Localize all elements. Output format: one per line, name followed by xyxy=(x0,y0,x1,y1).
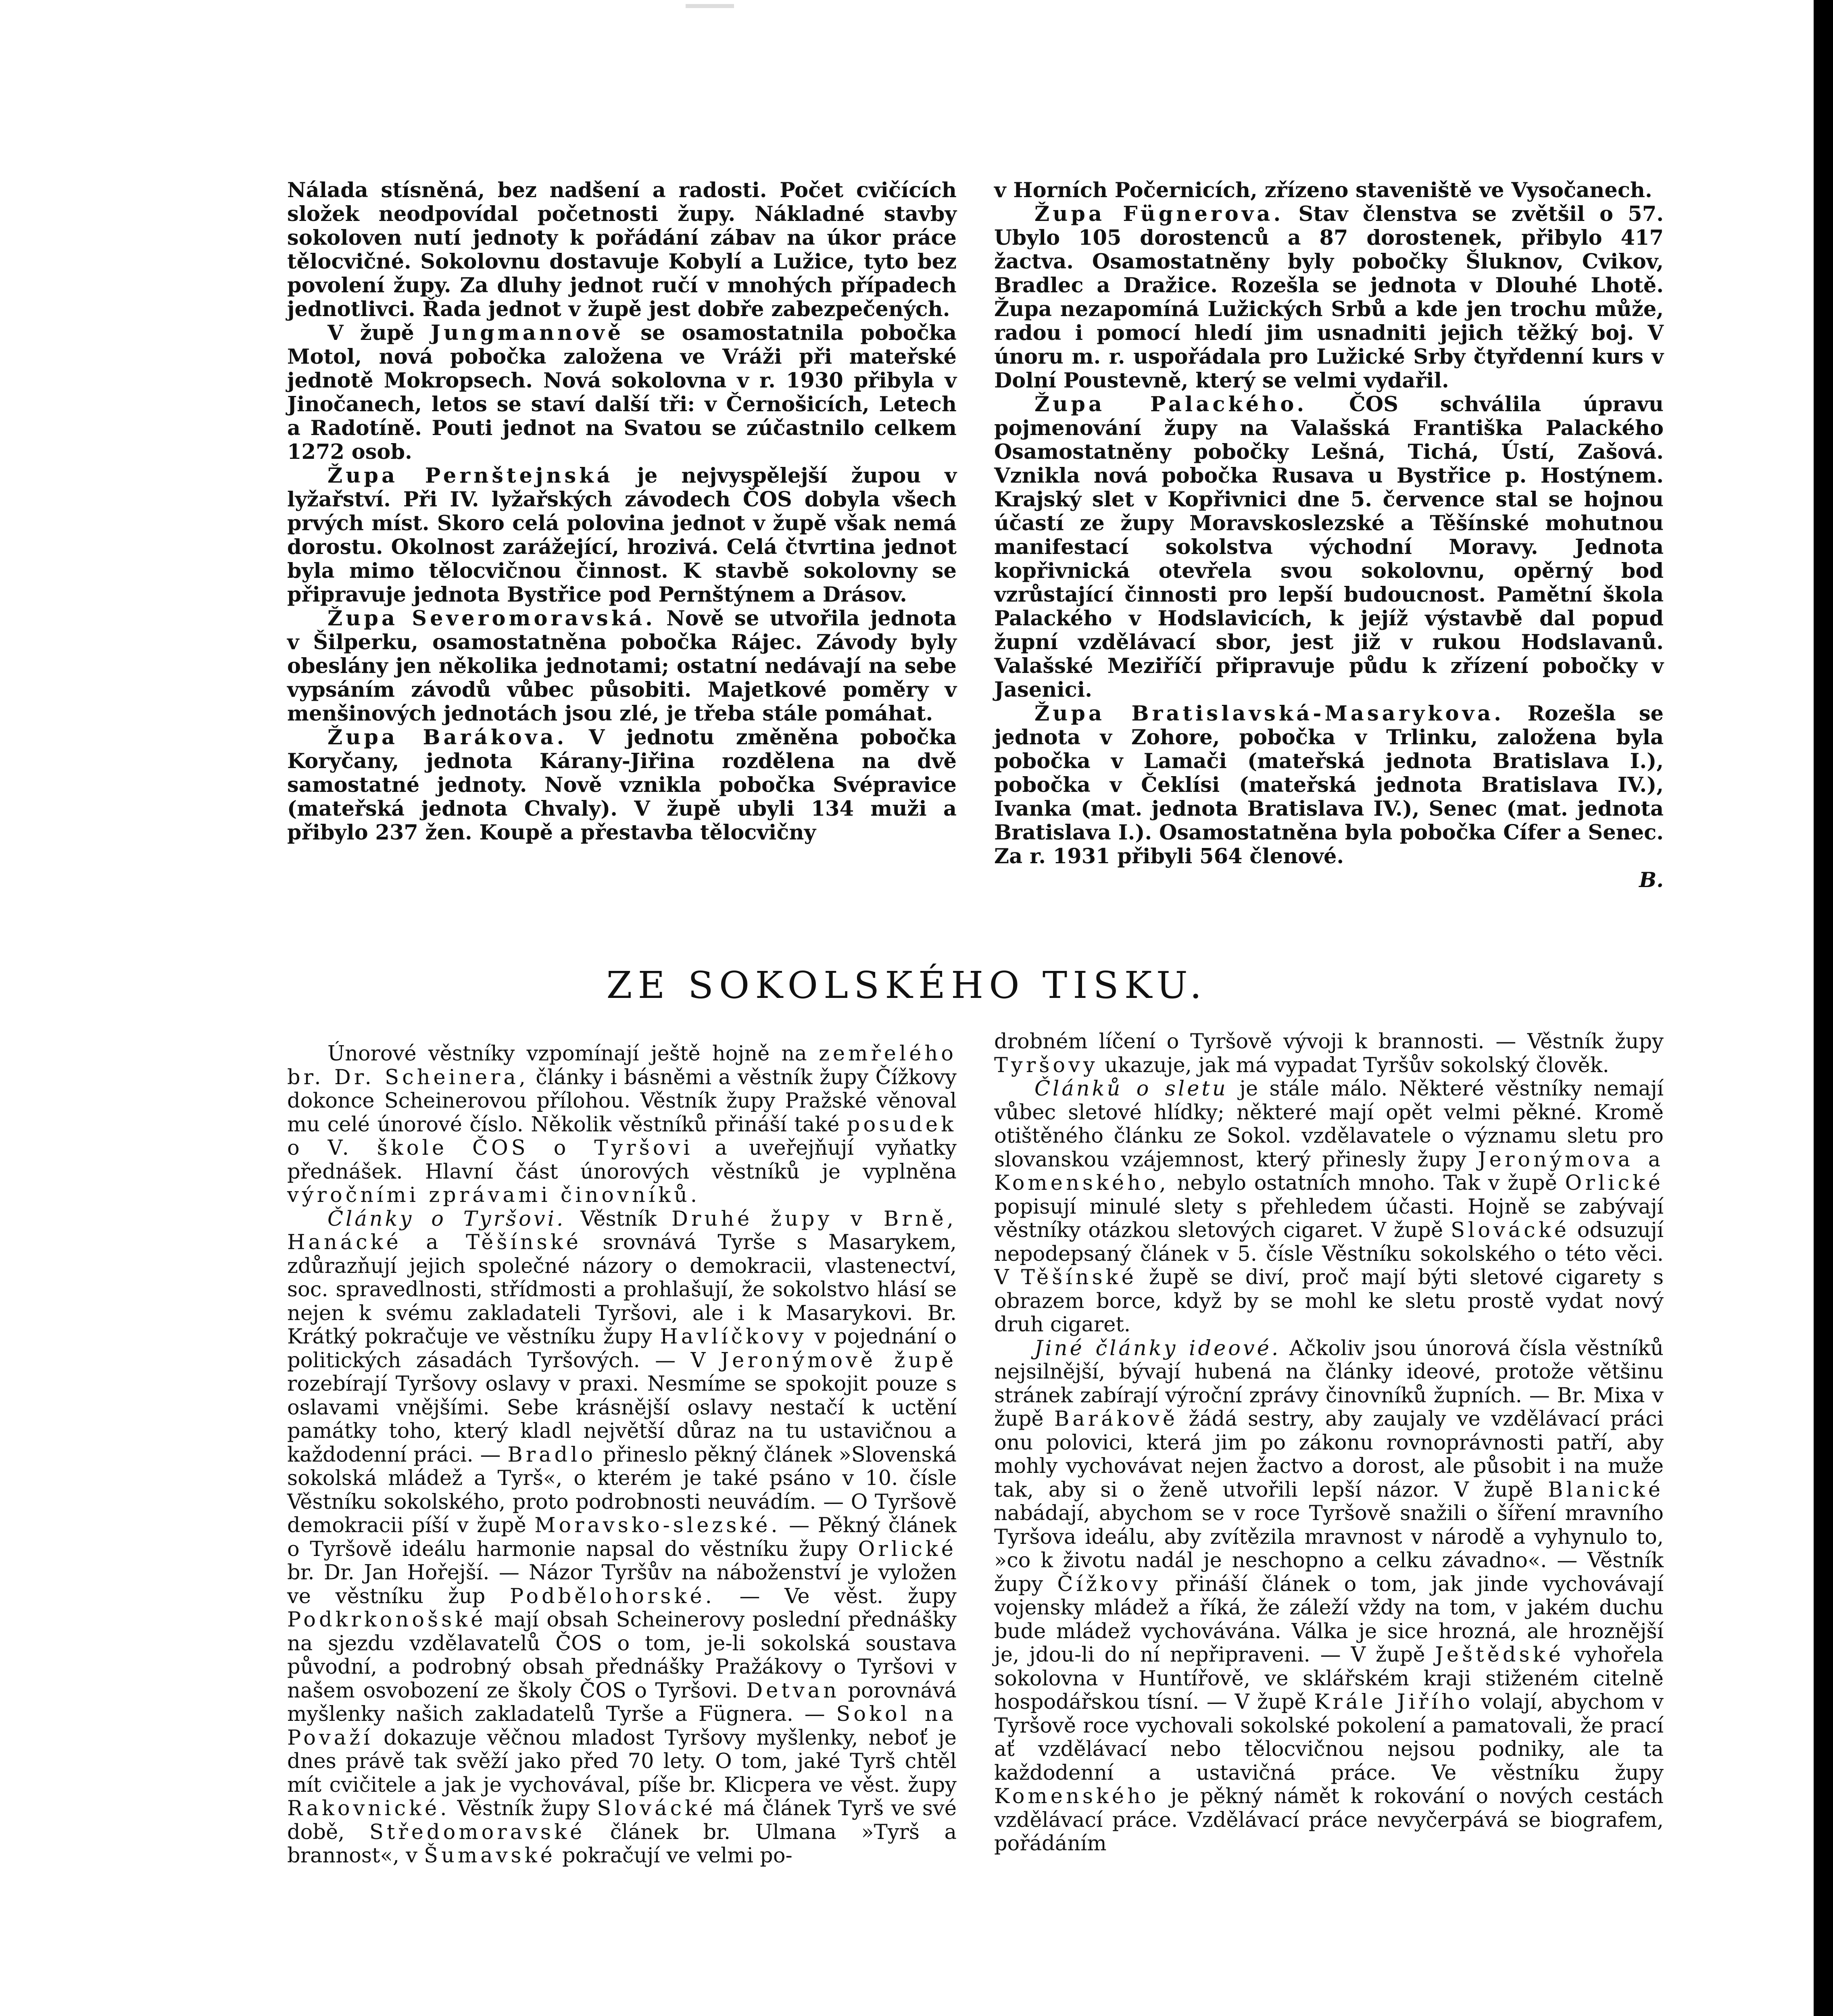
spaced-name: Bradlo xyxy=(507,1443,596,1467)
paragraph-text: nabádají, abychom se v roce Tyršově snažili o šíření mravního Tyršova ideálu, aby zvítězila mravnost v národě a vyhynulo to, »co k životu nadál je neschopno a celku závadno«. — Věstník župy xyxy=(994,1502,1664,1596)
spaced-name: Havlíčkovy xyxy=(660,1325,807,1349)
paragraph xyxy=(287,1042,957,1208)
paragraph-text: ukazuje, jak má vypadat Tyršův sokolský člověk. xyxy=(1098,1053,1609,1077)
paragraph-text: V jednotu změněna pobočka Koryčany, jednota Kárany-Jiřina rozdělena na dvě samostatné jednoty. Nově vznikla pobočka Svépravice (mateřská jednota Chvaly). V župě ubyli 134 muži a přibylo 237 žen. Koupě a přestavba tělocvičny xyxy=(287,725,957,845)
bottom-left-column xyxy=(287,1042,957,1868)
paragraph-text: odsuzují nepodepsaný článek v 5. čísle Věstníku sokolského o této věci. V xyxy=(994,1218,1664,1289)
section-title: ZE SOKOLSKÉHO TISKU. xyxy=(606,964,1207,1007)
paragraph-text: vyhořela sokolovna v Huntířově, ve sklářském kraji stiženém citelně hospodářskou tísní. — V župě xyxy=(994,1643,1664,1714)
bottom-right-column xyxy=(994,1030,1664,1856)
paragraph-text: článek br. Ulmana »Tyrš a brannost«, v xyxy=(287,1820,957,1868)
italic-heading: Jiné články ideové. xyxy=(1034,1336,1281,1360)
paragraph-text: a uveřejňují vyňatky přednášek. Hlavní část únorových věstníků je vyplněna xyxy=(287,1136,957,1184)
paragraph-text: nebylo ostatních mnoho. Tak v župě xyxy=(1169,1171,1565,1195)
paragraph-text: popisují minulé slety s přehledem účasti. Hojně se zabývají věstníky otázkou sletových cigaret. V župě xyxy=(994,1195,1664,1242)
spaced-name: Rakovnické. xyxy=(287,1797,450,1820)
paragraph-text: Nálada stísněná, bez nadšení a radosti. Počet cvičících složek neodpovídal početnosti župy. Nákladné stavby sokoloven nutí jednoty k pořádání zábav na úkor práce tělocvičné. Sokolovnu dostavuje Kobylí a Lužice, tyto bez povolení župy. Za dluhy jednot ručí v mnohých případech jednotlivci. Řada jednot v župě jest dobře zabezpečených. xyxy=(287,178,957,321)
spaced-name: Župa Pernštejnská xyxy=(327,464,613,488)
paragraph-text: dokazuje věčnou mladost Tyršovy myšlenky, neboť je dnes právě tak svěží jako před 70 lety. O tom, jaké Tyrš chtěl mít cvičitele a jak je vychovával, píše br. Klicpera ve věst. župy xyxy=(287,1726,957,1797)
paragraph xyxy=(287,179,957,321)
paragraph-text: v pojednání o politických zásadách Tyršových. — V xyxy=(287,1325,957,1372)
spaced-name: Ještědské xyxy=(1435,1643,1564,1667)
paragraph-text: Ačkoliv jsou únorová čísla věstníků nejsilnější, bývají hubená na články ideové, protože většinu stránek zabírají výroční zprávy činovníků župních. — Br. Mixa v župě xyxy=(994,1336,1664,1431)
top-left-column xyxy=(287,179,957,845)
paragraph xyxy=(994,202,1664,393)
paragraph-text: porovnává myšlenky našich zakladatelů Tyrše a Fügnera. — xyxy=(287,1679,957,1726)
paragraph-text: má článek Tyrš ve své době, xyxy=(287,1797,957,1844)
spaced-name: Středomoravské xyxy=(369,1820,586,1844)
paragraph-text: je nejvyspělejší župou v lyžařství. Při IV. lyžařských závodech ČOS dobyla všech prvých míst. Skoro celá polovina jednot v župě však nemá dorostu. Okolnost zarážející, hrozivá. Celá čtvrtina jednot byla mimo tělocvičnou činnost. K stavbě sokolovny se připravuje jednota Bystřice pod Pernštýnem a Drásov. xyxy=(287,464,957,607)
paragraph-text: pokračují ve velmi po- xyxy=(555,1844,792,1868)
italic-heading: Články o Tyršovi. xyxy=(327,1207,566,1231)
scan-mark xyxy=(686,4,734,8)
spaced-name: Župa Bratislavská-Masarykova. xyxy=(1034,702,1504,726)
paragraph-text: mají obsah Scheinerovy poslední přednášky na sjezdu vzdělavatelů ČOS o tom, je-li sokolská soustava původní, a podrobný obsah přednášky Pražákovy o Tyršovi v našem osvobození ze školy ČOS o Tyršovi. xyxy=(287,1608,957,1703)
paragraph xyxy=(994,1337,1664,1856)
spaced-name: Župa Palackého. xyxy=(1034,392,1307,417)
italic-heading: Článků o sletu xyxy=(1034,1077,1228,1101)
top-right-column xyxy=(994,179,1664,892)
paragraph xyxy=(994,1077,1664,1337)
spaced-name: Jeronýmově župě xyxy=(720,1348,957,1372)
paragraph xyxy=(994,702,1664,868)
paragraph-text: ČOS schválila úpravu pojmenování župy na Valašská Františka Palackého Osamostatněny pobočky Lešná, Tichá, Ústí, Zašová. Vznikla nová pobočka Rusava u Bystřice p. Hostýnem. Krajský slet v Kopřivnici dne 5. července stal se hojnou účastí ze župy Moravskoslezské a Těšínské mohutnou manifestací sokolstva východní Moravy. Jednota kopřivnická otevřela svou sokolovnu, opěrný bod vzrůstající činnosti pro lepší budoucnost. Pamětní škola Palackého v Hodslavicích, k jejíž výstavbě dal popud župní vzdělávací sbor, jest již v rukou Hodslavanů. Valašské Meziříčí připravuje půdu k zřízení pobočky v Jasenici. xyxy=(994,392,1664,702)
paragraph-text: br. Dr. Jan Hořejší. — Názor Tyršův na náboženství je vyložen ve věstníku žup xyxy=(287,1561,957,1608)
paragraph-text: články i básněmi a věstník župy Čížkovy dokonce Scheinerovou přílohou. Věstník župy Pražské věnoval mu celé únorové číslo. Několik věstníků přináší také xyxy=(287,1065,957,1137)
paragraph-text: Nově se utvořila jednota v Šilperku, osamostatněna pobočka Rájec. Závody byly obeslány jen několika jednotami; ostatní nedávají na sebe vypsáním závodů vůbec působiti. Majetkové poměry v menšinových jednotách jsou zlé, je třeba stále pomáhat. xyxy=(287,606,957,726)
paragraph-text: je pěkný námět k rokování o nových cestách vzdělávací práce. Vzdělávací práce nevyčerpává se biografem, pořádáním xyxy=(994,1785,1664,1856)
spaced-name: Moravsko-slezské. xyxy=(534,1514,781,1537)
spaced-name: Detvan xyxy=(746,1679,840,1703)
paragraph-text: volají, abychom v Tyršově roce vychovali sokolské pokolení a pamatovali, že prací ať vzdělávací nebo tělocvičnou nejsou podniky, ale ta každodenní a ustavičná práce. Ve věstníku župy xyxy=(994,1690,1664,1785)
spaced-name: Komenského xyxy=(994,1785,1159,1808)
spaced-name: Podbělohorské. xyxy=(510,1584,715,1608)
paragraph-text: rozebírají Tyršovy oslavy v praxi. Nesmíme se spokojit pouze s oslavami vnějšími. Sebe krásnější oslavy nestačí k uctění památky toho, který kladl největší důraz na tu ustavičnou a každodenní práci. — xyxy=(287,1372,957,1467)
spaced-name: Orlické xyxy=(1565,1171,1664,1195)
paragraph-text: Věstník xyxy=(565,1207,672,1231)
spaced-name: Šumavské xyxy=(424,1844,556,1868)
spaced-name: Župa Barákova. xyxy=(327,725,567,750)
paragraph-text: Únorové věstníky vzpomínají ještě hojně na xyxy=(327,1042,819,1066)
spaced-name: zemřelého br. Dr. Scheinera, xyxy=(287,1042,957,1089)
paragraph-text: v Horních Počernicích, zřízeno staveniště ve Vysočanech. xyxy=(994,178,1652,202)
spaced-name: Orlické xyxy=(858,1537,957,1561)
spaced-name: Druhé župy v Brně, Hanácké a Těšínské xyxy=(287,1207,957,1254)
paragraph-text: Rozešla se jednota v Zohore, pobočka v Trlinku, založena byla pobočka v Lamači (mateřská jednota Bratislava I.), pobočka v Čeklísi (mateřská jednota Bratislava IV.), Ivanka (mat. jednota Bratislava IV.), Senec (mat. jednota Bratislava I.). Osamostatněna byla pobočka Cífer a Senec. Za r. 1931 přibyli 564 členové. xyxy=(994,702,1664,868)
paragraph-text: přináší článek o tom, jak jinde vychovávají vojensky mládež a říká, že záleží vždy na tom, v jakém duchu bude mládež vychovávána. Válka je sice hrozná, ale hroznější je, jdou-li do ní nepřipraveni. — V župě xyxy=(994,1572,1664,1667)
paragraph-text: je stále málo. Některé věstníky nemají vůbec sletové hlídky; některé mají opět velmi pěkné. Kromě otištěného článku ze Sokol. vzdělavatele o významu sletu pro slovanskou vzájemnost, který přinesly župy xyxy=(994,1077,1664,1172)
spaced-name: Župa Severomoravská. xyxy=(327,606,656,631)
paragraph-text: — Ve věst. župy xyxy=(715,1584,957,1608)
spaced-name: Jeronýmova a Komenského, xyxy=(994,1148,1664,1195)
spaced-name: Župa Fügnerova. xyxy=(1034,202,1284,226)
spaced-name: Slovácké xyxy=(1451,1218,1570,1242)
spaced-name: výročními zprávami činovníků. xyxy=(287,1183,701,1207)
spaced-name: posudek o V. škole ČOS o Tyršovi xyxy=(287,1112,957,1160)
paragraph-text: V župě xyxy=(327,321,431,345)
paragraph-text: drobném líčení o Tyršově vývoji k brannosti. — Věstník župy xyxy=(994,1030,1664,1054)
paragraph xyxy=(287,1208,957,1868)
paragraph xyxy=(994,179,1664,202)
paragraph-text: — Pěkný článek o Tyršově ideálu harmonie napsal do věstníku župy xyxy=(287,1514,957,1561)
paragraph xyxy=(287,726,957,845)
author-signature: B. xyxy=(1639,868,1664,892)
paragraph xyxy=(287,607,957,726)
spaced-name: Tyršovy xyxy=(994,1053,1098,1077)
paragraph xyxy=(994,393,1664,702)
paragraph xyxy=(287,464,957,607)
spaced-name: Blanické xyxy=(1547,1478,1664,1502)
spaced-name: Podkrkonošské xyxy=(287,1608,486,1632)
paragraph-text: Věstník župy xyxy=(450,1797,597,1820)
paragraph xyxy=(994,1030,1664,1077)
spaced-name: Slovácké xyxy=(597,1797,716,1820)
spaced-name: Těšínské xyxy=(1021,1266,1137,1289)
paragraph-text: se osamostatnila pobočka Motol, nová pobočka založena ve Vráži při mateřské jednotě Mokropsech. Nová sokolovna v r. 1930 přibyla v Jinočanech, letos se staví další tři: v Černošicích, Letech a Radotíně. Pouti jednot na Svatou se zúčastnilo celkem 1272 osob. xyxy=(287,321,957,464)
spaced-name: Krále Jiřího xyxy=(1314,1690,1474,1714)
spaced-name: Sokol na Považí xyxy=(287,1702,957,1750)
paragraph xyxy=(287,321,957,464)
spaced-name: Čížkovy xyxy=(1057,1572,1161,1596)
paragraph-text: přineslo pěkný článek »Slovenská sokolská mládež a Tyrš«, o kterém je také psáno v 10. čísle Věstníku sokolského, proto podrobnosti neuvádím. — O Tyršově demokracii píší v župě xyxy=(287,1443,957,1537)
paragraph-text: Stav členstva se zvětšil o 57. Ubylo 105 dorostenců a 87 dorostenek, přibylo 417 žactva. Osamostatněny byly pobočky Šluknov, Cvikov, Bradlec a Dražice. Rozešla se jednota v Dlouhé Lhotě. Župa nezapomíná Lužických Srbů a kde jen trochu může, radou i pomocí hledí jim usnadniti jejich těžký boj. V únoru m. r. uspořádala pro Lužické Srby čtyřdenní kurs v Dolní Poustevně, který se velmi vydařil. xyxy=(994,202,1664,393)
paragraph-text: župě se diví, proč mají býti sletové cigarety s obrazem borce, když by se mohl ke sletu prostě vydat nový druh cigaret. xyxy=(994,1266,1664,1337)
spaced-name: Barákově xyxy=(1054,1407,1178,1431)
paragraph-text: žádá sestry, aby zaujaly ve vzdělávací práci onu polovici, která jim po zákonu rovnoprávnosti patří, aby mohly vychovávat nejen žactvo a dorost, ale působit i na muže tak, aby si o ženě utvořili lepší názor. V župě xyxy=(994,1407,1664,1502)
paragraph-text: srovnává Tyrše s Masarykem, zdůrazňují jejich společné názory o demokracii, vlastenectví, soc. spravedlnosti, střídmosti a prohlašují, že sokolstvo hlásí se nejen k svému zakladateli Tyršovi, ale i k Masarykovi. Br. Krátký pokračuje ve věstníku župy xyxy=(287,1231,957,1349)
spaced-name: Jungmannově xyxy=(430,321,624,345)
